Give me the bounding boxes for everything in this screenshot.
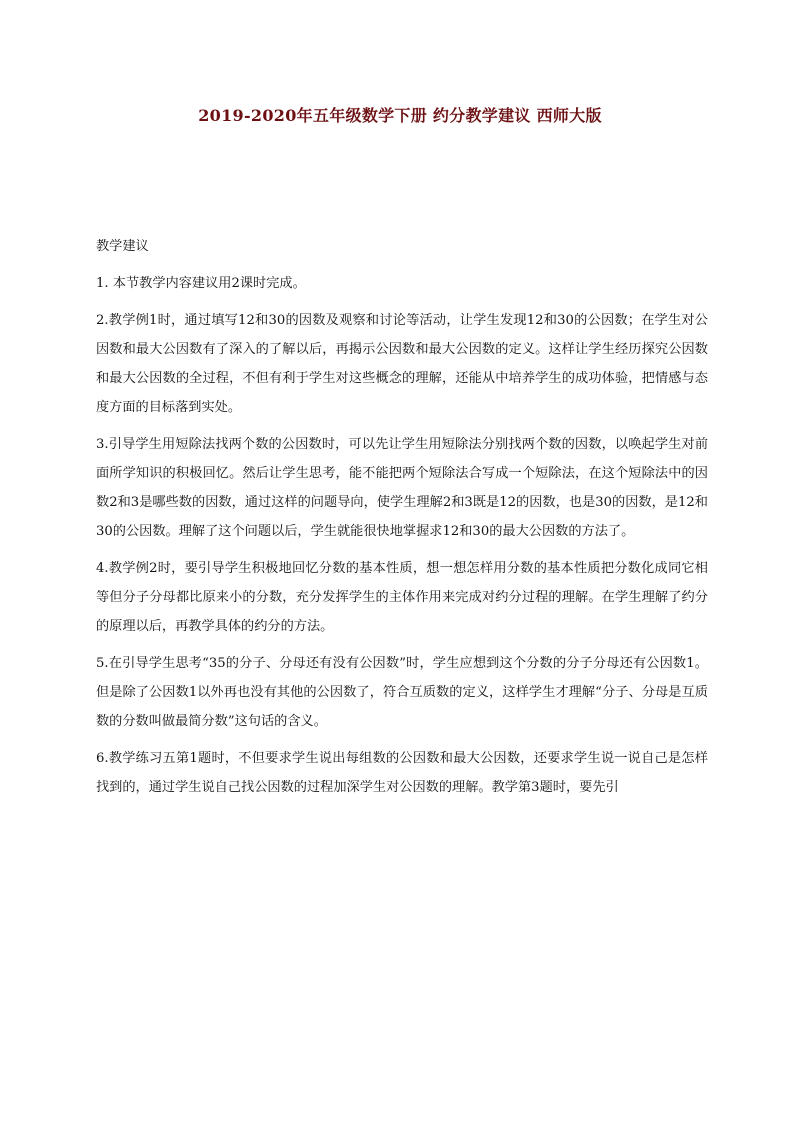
document-title: 2019-2020年五年级数学下册 约分教学建议 西师大版: [198, 106, 602, 125]
paragraph-5: 5.在引导学生思考“35的分子、分母还有没有公因数”时，学生应想到这个分数的分子分母还有公因数1。但是除了公因数1以外再也没有其他的公因数了，符合互质数的定义，这样学生才理解“分子、分母是互质数的分数叫做最简分数”这句话的含义。: [96, 656, 708, 729]
paragraph-1: 1. 本节教学内容建议用2课时完成。: [96, 276, 306, 291]
section-heading: 教学建议: [96, 239, 149, 254]
document-body: [96, 232, 708, 810]
paragraph-6: 6.教学练习五第1题时，不但要求学生说出每组数的公因数和最大公因数，还要求学生说一说自己是怎样找到的，通过学生说自己找公因数的过程加深学生对公因数的理解。教学第3题时，要先引: [96, 751, 708, 795]
paragraph-3: 3.引导学生用短除法找两个数的公因数时，可以先让学生用短除法分别找两个数的因数，以唤起学生对前面所学知识的积极回忆。然后让学生思考，能不能把两个短除法合写成一个短除法，在这个短除法中的因数2和3是哪些数的因数，通过这样的问题导向，使学生理解2和3既是12的因数，也是30的因数，是12和30的公因数。理解了这个问题以后，学生就能很快地掌握求12和30的最大公因数的方法了。: [96, 437, 708, 539]
paragraph-2: 2.教学例1时，通过填写12和30的因数及观察和讨论等活动，让学生发现12和30的公因数；在学生对公因数和最大公因数有了深入的了解以后，再揭示公因数和最大公因数的定义。这样让学生经历探究公因数和最大公因数的全过程，不但有利于学生对这些概念的理解，还能从中培养学生的成功体验，把情感与态度方面的目标落到实处。: [96, 313, 708, 415]
paragraph-4: 4.教学例2时，要引导学生积极地回忆分数的基本性质，想一想怎样用分数的基本性质把分数化成同它相等但分子分母都比原来小的分数，充分发挥学生的主体作用来完成对约分过程的理解。在学生理解了约分的原理以后，再教学具体的约分的方法。: [96, 561, 708, 634]
